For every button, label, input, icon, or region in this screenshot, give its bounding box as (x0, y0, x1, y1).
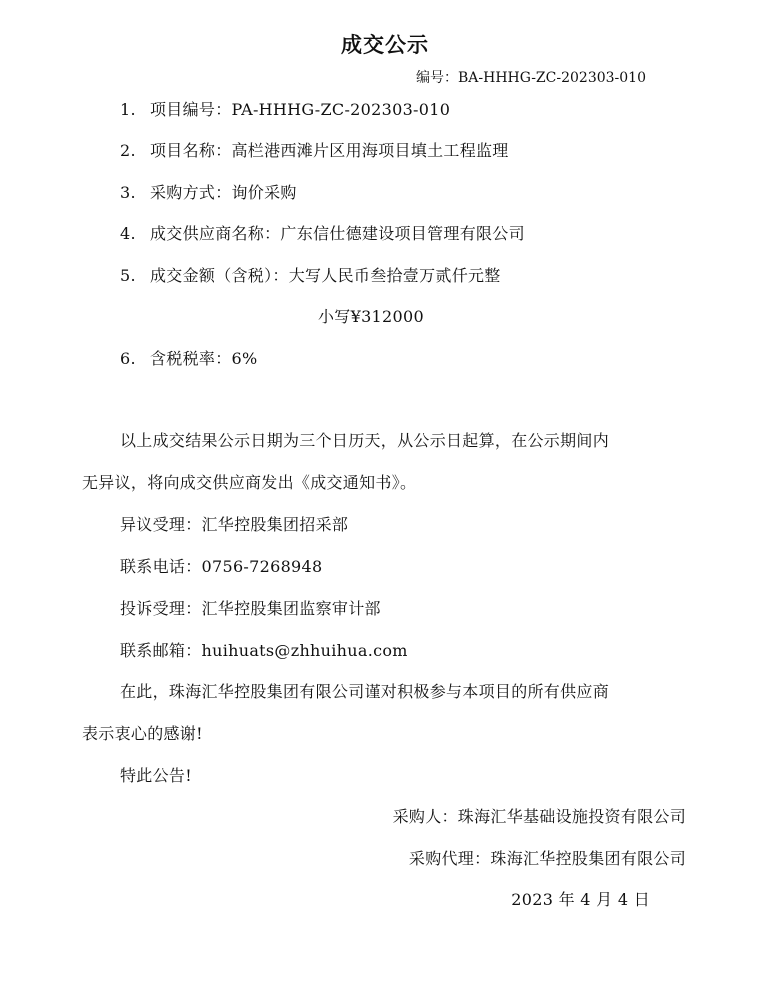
item-amount (120, 264, 501, 288)
item-procurement-method (120, 181, 297, 205)
item-number: 4. (120, 224, 136, 243)
item-number: 2. (120, 141, 136, 160)
page-title: 成交公示 (341, 32, 429, 57)
item-number: 6. (120, 349, 136, 368)
purchaser-signature: 采购人：珠海汇华基础设施投资有限公司 (392, 807, 686, 826)
item-text: 成交金额（含税）：大写人民币叁拾壹万贰仟元整 (150, 266, 501, 285)
item-tax-rate (120, 347, 257, 371)
item-supplier-name (120, 222, 525, 246)
amount-in-figures: 小写¥312000 (318, 307, 424, 326)
item-project-name (120, 139, 509, 163)
document-date: 2023 年 4 月 4 日 (511, 890, 650, 909)
publicity-paragraph-line-2: 无异议，将向成交供应商发出《成交通知书》。 (82, 473, 417, 492)
item-text: 采购方式：询价采购 (150, 183, 297, 202)
item-text: 含税税率：6% (150, 349, 258, 368)
item-number: 3. (120, 183, 136, 202)
item-text: 项目编号：PA-HHHG-ZC-202303-010 (150, 100, 451, 119)
thanks-paragraph-line-1: 在此，珠海汇华控股集团有限公司谨对积极参与本项目的所有供应商 (120, 682, 610, 701)
publicity-paragraph-line-1: 以上成交结果公示日期为三个日历天，从公示日起算，在公示期间内 (120, 431, 610, 450)
thanks-paragraph-line-2: 表示衷心的感谢! (82, 724, 203, 743)
item-project-number (120, 98, 450, 122)
objection-contact: 异议受理：汇华控股集团招采部 (120, 515, 349, 534)
item-number: 5. (120, 266, 136, 285)
document-number: 编号：BA-HHHG-ZC-202303-010 (416, 70, 646, 86)
item-number: 1. (120, 100, 136, 119)
item-text: 项目名称：高栏港西滩片区用海项目填土工程监理 (150, 141, 509, 160)
agent-signature: 采购代理：珠海汇华控股集团有限公司 (408, 849, 686, 868)
contact-phone: 联系电话：0756-7268948 (120, 557, 323, 576)
item-text: 成交供应商名称：广东信仕德建设项目管理有限公司 (150, 224, 525, 243)
notice-closing: 特此公告! (120, 766, 192, 785)
complaint-contact: 投诉受理：汇华控股集团监察审计部 (120, 599, 381, 618)
contact-email: 联系邮箱：huihuats@zhhuihua.com (120, 641, 408, 660)
